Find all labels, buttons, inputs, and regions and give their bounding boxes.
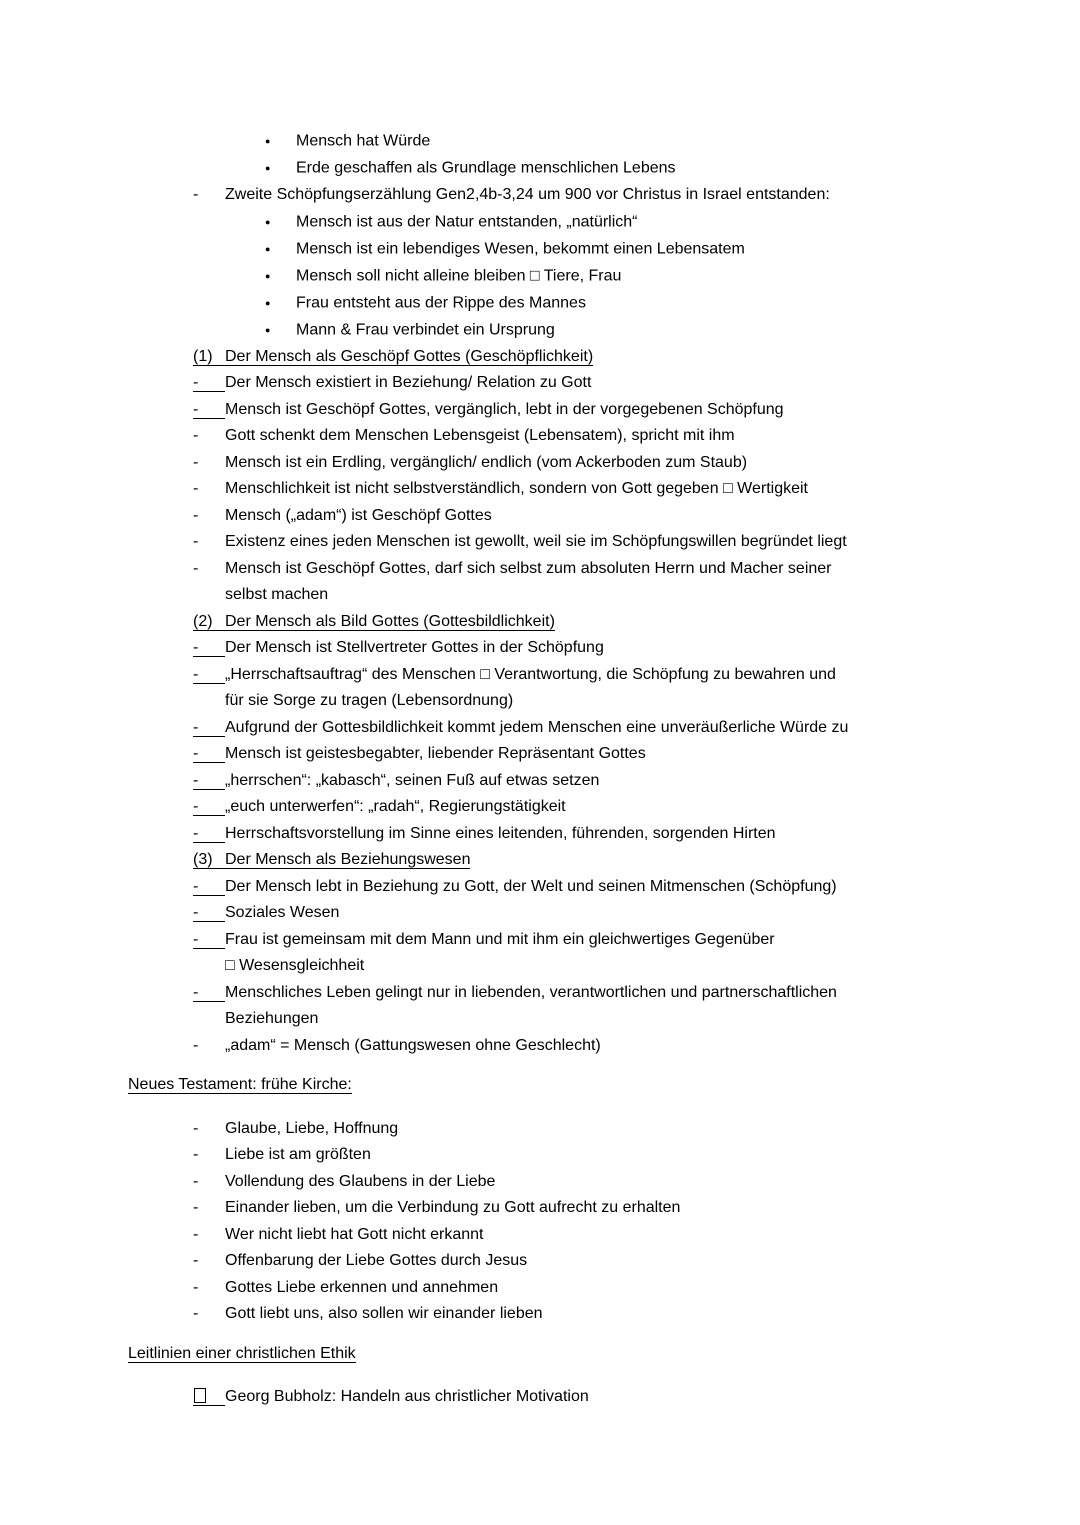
continuation-line — [128, 582, 1050, 609]
line-text: Herrschaftsvorstellung im Sinne eines leitenden, führenden, sorgenden Hirten — [225, 824, 776, 842]
dash-list-item-underlined — [128, 768, 1050, 795]
dash-marker: - — [193, 878, 225, 896]
line-text: Mensch ist Geschöpf Gottes, vergänglich, lebt in der vorgegebenen Schöpfung — [225, 400, 784, 418]
dash-marker: - — [193, 1199, 199, 1216]
numbered-subheading — [128, 344, 1050, 371]
dash-list-item — [128, 529, 1050, 556]
bullet-icon — [265, 209, 296, 236]
bullet-glyph: ● — [265, 136, 271, 146]
dash-list-item — [128, 1195, 1050, 1222]
line-text: Georg Bubholz: Handeln aus christlicher Motivation — [225, 1388, 589, 1405]
line-text: Mann & Frau verbindet ein Ursprung — [296, 321, 555, 338]
dash-list-item-underlined — [128, 635, 1050, 662]
continuation-line — [128, 953, 1050, 980]
dash-list-item — [128, 1275, 1050, 1302]
dash-marker: - — [193, 427, 199, 444]
dash-list-item — [128, 1116, 1050, 1143]
line-text: Gottes Liebe erkennen und annehmen — [225, 1278, 499, 1296]
dash-marker: - — [193, 506, 199, 524]
dash-list-item-underlined — [128, 900, 1050, 927]
line-text: Gott schenkt dem Menschen Lebensgeist (Lebensatem), spricht mit ihm — [225, 427, 735, 444]
line-text: Aufgrund der Gottesbildlichkeit kommt jedem Menschen eine unveräußerliche Würde zu — [225, 718, 849, 736]
dash-list-item — [128, 556, 1050, 583]
line-text: Liebe ist am größten — [225, 1146, 371, 1163]
line-text: Der Mensch lebt in Beziehung zu Gott, der Welt und seinen Mitmenschen (Schöpfung) — [225, 877, 837, 895]
line-text: selbst machen — [225, 586, 329, 603]
bullet-glyph: ● — [265, 297, 271, 308]
bullet-glyph: ● — [265, 324, 271, 335]
dash-marker: - — [193, 1305, 199, 1322]
dash-marker: - — [193, 719, 225, 737]
line-text: Frau ist gemeinsam mit dem Mann und mit ihm ein gleichwertiges Gegenüber — [225, 930, 775, 948]
line-text: Frau entsteht aus der Rippe des Mannes — [296, 294, 586, 311]
list-number: (2) — [193, 613, 225, 631]
dash-list-item — [128, 1222, 1050, 1249]
bullet-icon — [265, 290, 296, 317]
dash-marker: - — [193, 904, 225, 922]
line-text: Erde geschaffen als Grundlage menschlichen Lebens — [296, 159, 676, 177]
dash-list-item-underlined — [128, 874, 1050, 901]
line-text: Mensch („adam“) ist Geschöpf Gottes — [225, 506, 492, 524]
list-number: (3) — [193, 851, 225, 869]
line-text: Einander lieben, um die Verbindung zu Gott aufrecht zu erhalten — [225, 1199, 681, 1216]
line-text: für sie Sorge zu tragen (Lebensordnung) — [225, 692, 514, 709]
dash-marker: - — [193, 186, 199, 203]
dash-marker: - — [193, 1252, 199, 1269]
dash-marker: - — [193, 931, 225, 949]
bullet-glyph: ● — [265, 163, 271, 173]
line-text: Menschlichkeit ist nicht selbstverständlich, sondern von Gott gegeben □ Wertigkeit — [225, 480, 808, 497]
line-text: Existenz eines jeden Menschen ist gewollt, weil sie im Schöpfungswillen begründet liegt — [225, 533, 847, 550]
dash-marker: - — [193, 1225, 199, 1243]
line-text: Mensch hat Würde — [296, 132, 431, 150]
dash-marker: - — [193, 401, 225, 419]
dash-list-item-underlined — [128, 715, 1050, 742]
dash-marker: - — [193, 1278, 199, 1296]
missing-glyph-box — [194, 1388, 206, 1403]
line-text: „adam“ = Mensch (Gattungswesen ohne Geschlecht) — [225, 1036, 601, 1054]
numbered-subheading — [128, 609, 1050, 636]
line-text: Der Mensch ist Stellvertreter Gottes in der Schöpfung — [225, 639, 604, 656]
line-text: □ Wesensgleichheit — [225, 957, 365, 974]
line-text: Mensch ist Geschöpf Gottes, darf sich selbst zum absoluten Herrn und Macher seiner — [225, 559, 832, 577]
dash-list-item — [128, 1248, 1050, 1275]
dash-list-item — [128, 1142, 1050, 1169]
bullet-list-item — [128, 263, 1050, 290]
dash-list-item-underlined — [128, 662, 1050, 689]
dash-marker: - — [193, 1119, 199, 1137]
bullet-list-item — [128, 290, 1050, 317]
bullet-icon — [265, 128, 296, 155]
dash-marker: - — [193, 798, 225, 816]
bullet-icon — [265, 236, 296, 263]
dash-list-item-underlined — [128, 927, 1050, 954]
line-text: Der Mensch als Geschöpf Gottes (Geschöpflichkeit) — [225, 347, 594, 365]
line-text: Mensch soll nicht alleine bleiben □ Tiere, Frau — [296, 267, 622, 284]
dash-marker: - — [193, 666, 225, 684]
line-text: Beziehungen — [225, 1010, 319, 1027]
dash-list-item-underlined — [128, 397, 1050, 424]
line-text: Der Mensch als Beziehungswesen — [225, 851, 471, 868]
dash-list-item — [128, 182, 1050, 209]
dash-marker: - — [193, 639, 225, 657]
section-heading — [128, 1341, 1050, 1368]
line-text: Mensch ist geistesbegabter, liebender Repräsentant Gottes — [225, 745, 646, 762]
dash-marker: - — [193, 1036, 199, 1054]
line-text: Der Mensch existiert in Beziehung/ Relation zu Gott — [225, 374, 592, 391]
bullet-icon — [265, 155, 296, 182]
dash-list-item — [128, 476, 1050, 503]
line-text: Vollendung des Glaubens in der Liebe — [225, 1172, 496, 1190]
line-text: „herrschen“: „kabasch“, seinen Fuß auf etwas setzen — [225, 771, 600, 789]
bullet-list-item — [128, 209, 1050, 236]
dash-marker: - — [193, 453, 199, 471]
dash-marker: - — [193, 984, 225, 1002]
line-text: Wer nicht liebt hat Gott nicht erkannt — [225, 1225, 484, 1243]
heading-text: Leitlinien einer christlichen Ethik — [128, 1344, 356, 1362]
dash-list-item — [128, 1169, 1050, 1196]
line-text: Menschliches Leben gelingt nur in liebenden, verantwortlichen und partnerschaftlichen — [225, 983, 837, 1001]
bullet-icon — [265, 317, 296, 344]
line-text: Mensch ist ein Erdling, vergänglich/ endlich (vom Ackerboden zum Staub) — [225, 453, 748, 471]
dash-list-item-underlined — [128, 794, 1050, 821]
section-heading — [128, 1072, 1050, 1099]
line-text: Mensch ist aus der Natur entstanden, „natürlich“ — [296, 213, 638, 230]
dash-list-item — [128, 503, 1050, 530]
bullet-icon — [265, 263, 296, 290]
line-text: Glaube, Liebe, Hoffnung — [225, 1119, 399, 1137]
dash-marker: - — [193, 533, 199, 550]
list-number: (1) — [193, 348, 225, 366]
dash-list-item-underlined — [128, 980, 1050, 1007]
continuation-line — [128, 1006, 1050, 1033]
line-text: „Herrschaftsauftrag“ des Menschen □ Verantwortung, die Schöpfung zu bewahren und — [225, 665, 836, 683]
line-text: Offenbarung der Liebe Gottes durch Jesus — [225, 1252, 528, 1269]
heading-text: Neues Testament: frühe Kirche: — [128, 1076, 352, 1093]
line-text: Der Mensch als Bild Gottes (Gottesbildlichkeit) — [225, 612, 555, 630]
bullet-list-item — [128, 317, 1050, 344]
bullet-list-item — [128, 236, 1050, 263]
dash-marker: - — [193, 1172, 199, 1190]
bullet-glyph: ● — [265, 270, 271, 281]
dash-marker: - — [193, 825, 225, 843]
dash-marker: - — [193, 480, 199, 497]
dash-marker: - — [193, 772, 225, 790]
bullet-list-item — [128, 128, 1050, 155]
line-text: „euch unterwerfen“: „radah“, Regierungstätigkeit — [225, 798, 566, 815]
bullet-glyph: ● — [265, 216, 271, 227]
missing-glyph-box-icon — [193, 1388, 225, 1406]
numbered-subheading — [128, 847, 1050, 874]
dash-list-item-underlined — [128, 741, 1050, 768]
dash-marker: - — [193, 559, 199, 577]
dash-marker: - — [193, 374, 225, 392]
dash-list-item — [128, 450, 1050, 477]
glyph-list-item — [128, 1384, 1050, 1411]
dash-list-item-underlined — [128, 370, 1050, 397]
continuation-line — [128, 688, 1050, 715]
line-text: Zweite Schöpfungserzählung Gen2,4b-3,24 um 900 vor Christus in Israel entstanden: — [225, 186, 830, 203]
dash-list-item — [128, 423, 1050, 450]
dash-marker: - — [193, 745, 225, 763]
dash-list-item-underlined — [128, 821, 1050, 848]
dash-marker: - — [193, 1146, 199, 1163]
bullet-glyph: ● — [265, 243, 271, 254]
bullet-list-item — [128, 155, 1050, 182]
line-text: Soziales Wesen — [225, 904, 340, 921]
dash-list-item — [128, 1301, 1050, 1328]
line-text: Mensch ist ein lebendiges Wesen, bekommt einen Lebensatem — [296, 240, 745, 257]
line-text: Gott liebt uns, also sollen wir einander lieben — [225, 1305, 543, 1322]
dash-list-item — [128, 1033, 1050, 1060]
